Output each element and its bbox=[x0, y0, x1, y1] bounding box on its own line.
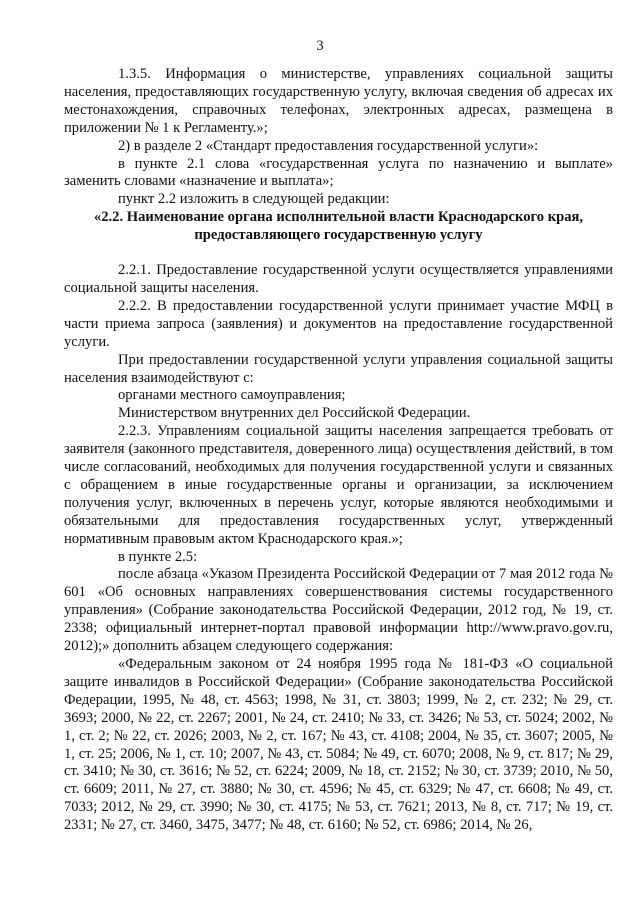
paragraph: пункт 2.2 изложить в следующей редакции: bbox=[118, 191, 390, 208]
paragraph: после абзаца «Указом Президента Российской Федерации от 7 мая 2012 года № 601 «Об основных направлениях совершенствования системы государственного управления» (Собрание законодательства Российской Федерации, 2012 год, № 19, ст. 2338; официальный интернет-портал правовой информации http://www.pravo.gov.ru, 2012);» дополнить абзацем следующего содержания: bbox=[64, 566, 613, 655]
section-heading: «2.2. Наименование органа исполнительной власти Краснодарского края, предоставляющего государственную услугу bbox=[93, 209, 584, 244]
paragraph: в пункте 2.1 слова «государственная услуга по назначению и выплате» заменить словами «назначение и выплата»; bbox=[64, 155, 613, 190]
paragraph: 2) в разделе 2 «Стандарт предоставления государственной услуги»: bbox=[118, 137, 539, 154]
document-body bbox=[64, 66, 613, 835]
paragraph: 1.3.5. Информация о министерстве, управлениях социальной защиты населения, предоставляющих государственную услугу, включая сведения об адресах их местонахождения, справочных телефонах, электронных адресах, размещена в приложении № 1 к Регламенту.»; bbox=[64, 66, 613, 136]
paragraph-spacer bbox=[64, 245, 613, 262]
page-number: 3 bbox=[316, 38, 324, 54]
paragraph: органами местного самоуправления; bbox=[118, 387, 346, 404]
paragraph: При предоставлении государственной услуги управления социальной защиты населения взаимодействуют с: bbox=[64, 351, 613, 386]
paragraph: 2.2.2. В предоставлении государственной услуги принимает участие МФЦ в части приема запроса (заявления) и документов на предоставление государственной услуги. bbox=[64, 297, 613, 350]
paragraph: Министерством внутренних дел Российской Федерации. bbox=[118, 405, 471, 422]
paragraph: 2.2.3. Управлениям социальной защиты населения запрещается требовать от заявителя (законного представителя, доверенного лица) осуществления действий, в том числе согласований, необходимых для получения государственной услуги и связанных с обращением в иные государственные органы и организации, за исключением получения услуг, включенных в перечень услуг, которые являются необходимыми и обязательными для предоставления государственных услуг, утвержденный нормативным правовым актом Краснодарского края.»; bbox=[64, 423, 613, 547]
paragraph: в пункте 2.5: bbox=[118, 548, 198, 565]
paragraph: «Федеральным законом от 24 ноября 1995 года № 181-ФЗ «О социальной защите инвалидов в Российской Федерации» (Собрание законодательства Российской Федерации, 1995, № 48, ст. 4563; 1998, № 31, ст. 3803; 1999, № 2, ст. 232; № 29, ст. 3693; 2000, № 22, ст. 2267; 2001, № 24, ст. 2410; № 33, ст. 3426; № 53, ст. 5024; 2002, № 1, ст. 2; № 22, ст. 2026; 2003, № 2, ст. 167; № 43, ст. 4108; 2004, № 35, ст. 3607; 2005, № 1, ст. 25; 2006, № 1, ст. 10; 2007, № 43, ст. 5084; № 49, ст. 6070; 2008, № 9, ст. 817; № 29, ст. 3410; № 30, ст. 3616; № 52, ст. 6224; 2009, № 18, ст. 2152; № 30, ст. 3739; 2010, № 50, ст. 6609; 2011, № 27, ст. 3880; № 30, ст. 4596; № 45, ст. 6329; № 47, ст. 6608; № 49, ст. 7033; 2012, № 29, ст. 3990; № 30, ст. 4175; № 53, ст. 7621; 2013, № 8, ст. 717; № 19, ст. 2331; № 27, ст. 3460, 3475, 3477; № 48, ст. 6160; № 52, ст. 6986; 2014, № 26, bbox=[64, 656, 613, 834]
paragraph: 2.2.1. Предоставление государственной услуги осуществляется управлениями социальной защиты населения. bbox=[64, 262, 613, 296]
